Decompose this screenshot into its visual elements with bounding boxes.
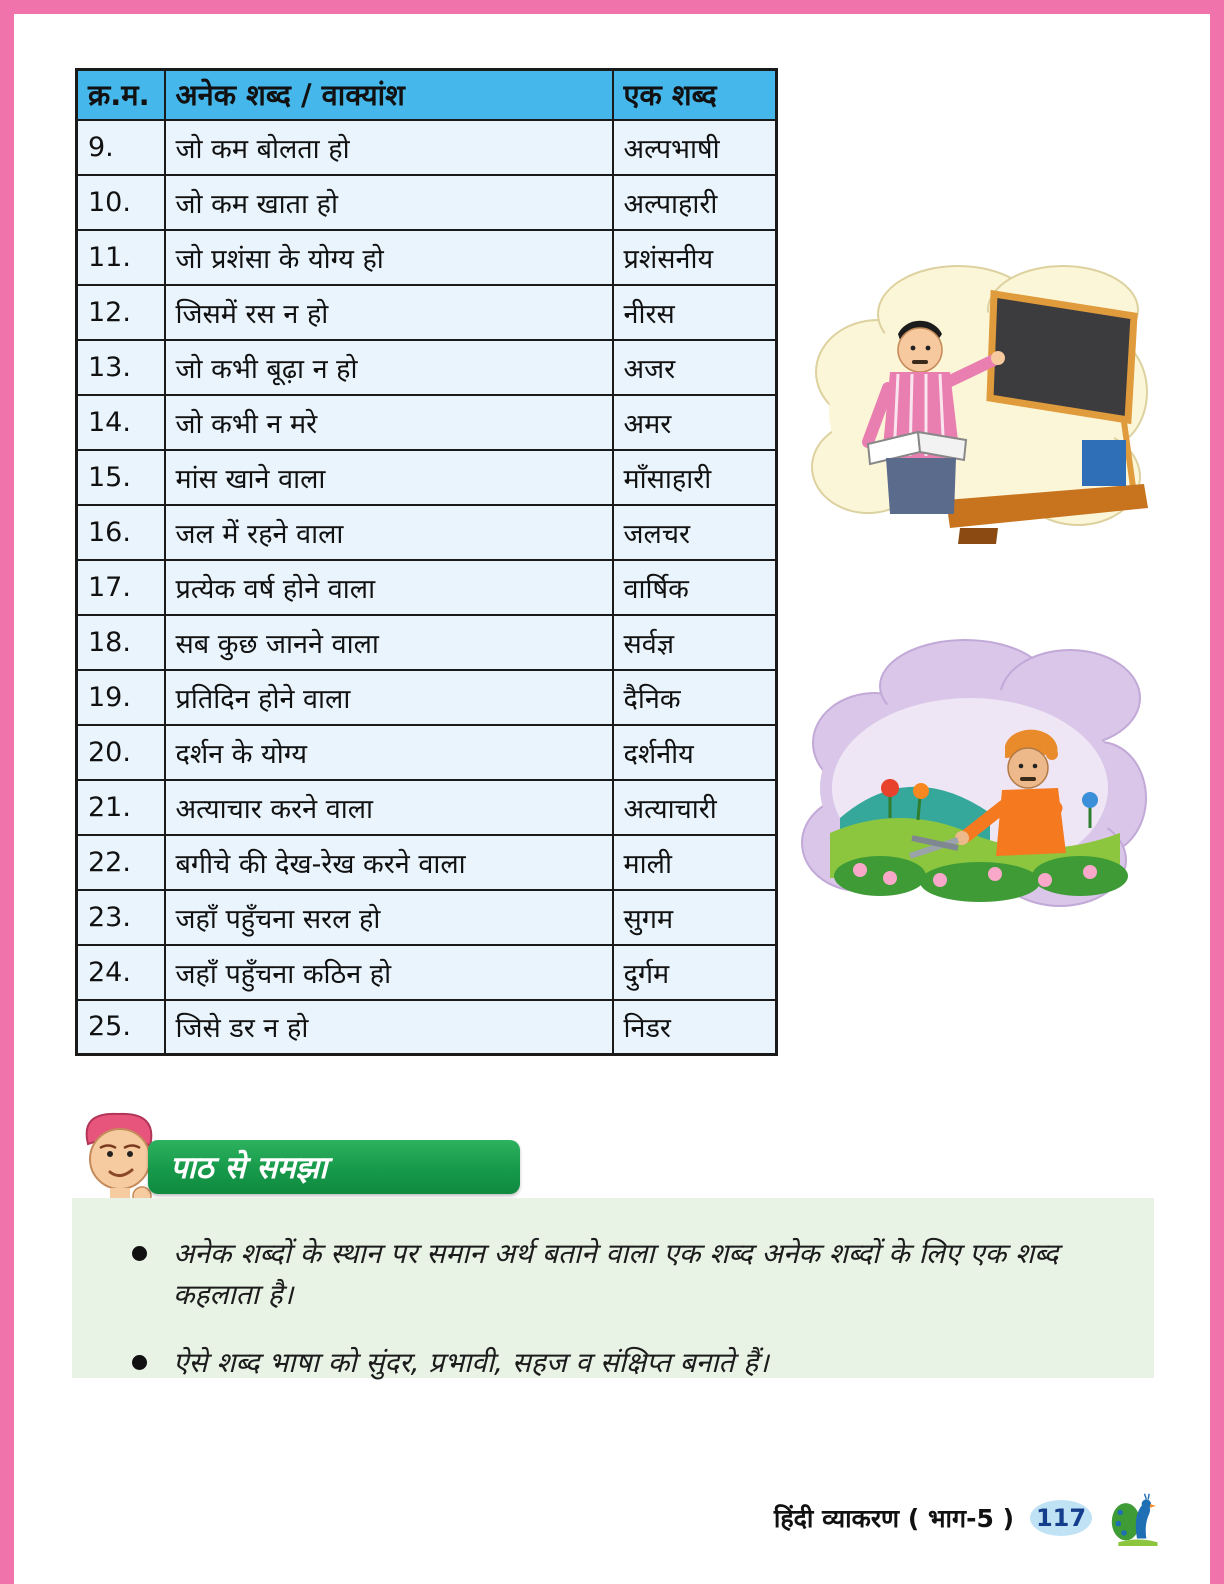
- word-cell: माँसाहारी: [613, 450, 777, 505]
- word-cell: अत्याचारी: [613, 780, 777, 835]
- word-cell: दुर्गम: [613, 945, 777, 1000]
- table-row: [77, 285, 777, 340]
- table-row: [77, 450, 777, 505]
- word-cell: माली: [613, 835, 777, 890]
- page-number: 117: [1035, 1504, 1087, 1532]
- table-row: [77, 230, 777, 285]
- header-phrase: अनेक शब्द / वाक्यांश: [165, 70, 613, 120]
- word-cell: अल्पभाषी: [613, 120, 777, 175]
- phrase-cell: अत्याचार करने वाला: [165, 780, 613, 835]
- serial-cell: 9.: [77, 120, 165, 175]
- phrase-cell: जहाँ पहुँचना सरल हो: [165, 890, 613, 945]
- table-row: [77, 945, 777, 1000]
- page-border-right: [1210, 0, 1224, 1584]
- table-row: [77, 340, 777, 395]
- page-number-badge: [1030, 1500, 1092, 1536]
- word-cell: अजर: [613, 340, 777, 395]
- table-row: [77, 725, 777, 780]
- word-cell: अल्पाहारी: [613, 175, 777, 230]
- phrase-cell: जो कम खाता हो: [165, 175, 613, 230]
- lesson-summary-heading: [148, 1140, 520, 1194]
- serial-cell: 24.: [77, 945, 165, 1000]
- table-header-row: [77, 70, 777, 120]
- lesson-summary-panel: [72, 1198, 1154, 1378]
- phrase-cell: जल में रहने वाला: [165, 505, 613, 560]
- phrase-cell: जो कम बोलता हो: [165, 120, 613, 175]
- peacock-icon: [1108, 1490, 1166, 1546]
- phrase-cell: जो कभी बूढ़ा न हो: [165, 340, 613, 395]
- summary-point-text: ऐसे शब्द भाषा को सुंदर, प्रभावी, सहज व संक्षिप्त बनाते हैं।: [173, 1346, 769, 1380]
- header-serial: क्र.म.: [77, 70, 165, 120]
- teacher-illustration: [798, 252, 1150, 544]
- serial-cell: 23.: [77, 890, 165, 945]
- phrase-cell: जो प्रशंसा के योग्य हो: [165, 230, 613, 285]
- serial-cell: 22.: [77, 835, 165, 890]
- table-row: [77, 890, 777, 945]
- phrase-cell: दर्शन के योग्य: [165, 725, 613, 780]
- page-border-left: [0, 0, 14, 1584]
- word-cell: अमर: [613, 395, 777, 450]
- summary-point-text: अनेक शब्दों के स्थान पर समान अर्थ बताने वाला एक शब्द अनेक शब्दों के लिए एक शब्द कहलाता है।: [173, 1237, 1059, 1311]
- serial-cell: 10.: [77, 175, 165, 230]
- table-row: [77, 175, 777, 230]
- phrase-cell: जिसे डर न हो: [165, 1000, 613, 1055]
- table-row: [77, 780, 777, 835]
- phrase-cell: प्रत्येक वर्ष होने वाला: [165, 560, 613, 615]
- summary-point: [72, 1234, 1154, 1315]
- hedge-flowers: [834, 856, 1128, 902]
- word-cell: सर्वज्ञ: [613, 615, 777, 670]
- page-footer: [774, 1490, 1166, 1546]
- summary-point: [72, 1343, 1154, 1384]
- table-row: [77, 560, 777, 615]
- serial-cell: 19.: [77, 670, 165, 725]
- table-row: [77, 1000, 777, 1055]
- serial-cell: 15.: [77, 450, 165, 505]
- bullet-icon: [132, 1355, 147, 1370]
- word-cell: प्रशंसनीय: [613, 230, 777, 285]
- phrase-cell: जहाँ पहुँचना कठिन हो: [165, 945, 613, 1000]
- serial-cell: 14.: [77, 395, 165, 450]
- header-word: एक शब्द: [613, 70, 777, 120]
- gardener-illustration: [790, 628, 1152, 916]
- word-cell: जलचर: [613, 505, 777, 560]
- serial-cell: 12.: [77, 285, 165, 340]
- serial-cell: 13.: [77, 340, 165, 395]
- serial-cell: 16.: [77, 505, 165, 560]
- word-cell: नीरस: [613, 285, 777, 340]
- table-row: [77, 835, 777, 890]
- word-cell: निडर: [613, 1000, 777, 1055]
- word-cell: वार्षिक: [613, 560, 777, 615]
- one-word-substitution-table: [75, 68, 778, 1056]
- phrase-cell: मांस खाने वाला: [165, 450, 613, 505]
- phrase-cell: प्रतिदिन होने वाला: [165, 670, 613, 725]
- phrase-cell: जिसमें रस न हो: [165, 285, 613, 340]
- table-row: [77, 670, 777, 725]
- lesson-summary-title-text: पाठ से समझा: [170, 1150, 328, 1186]
- word-cell: दैनिक: [613, 670, 777, 725]
- bullet-icon: [132, 1246, 147, 1261]
- phrase-cell: जो कभी न मरे: [165, 395, 613, 450]
- book-title: हिंदी व्याकरण ( भाग-5 ): [773, 1504, 1014, 1533]
- page-border-top: [0, 0, 1224, 14]
- serial-cell: 25.: [77, 1000, 165, 1055]
- table-row: [77, 615, 777, 670]
- phrase-cell: सब कुछ जानने वाला: [165, 615, 613, 670]
- word-cell: दर्शनीय: [613, 725, 777, 780]
- serial-cell: 20.: [77, 725, 165, 780]
- phrase-cell: बगीचे की देख-रेख करने वाला: [165, 835, 613, 890]
- serial-cell: 11.: [77, 230, 165, 285]
- word-cell: सुगम: [613, 890, 777, 945]
- table-row: [77, 120, 777, 175]
- serial-cell: 21.: [77, 780, 165, 835]
- table-row: [77, 395, 777, 450]
- serial-cell: 17.: [77, 560, 165, 615]
- serial-cell: 18.: [77, 615, 165, 670]
- table-row: [77, 505, 777, 560]
